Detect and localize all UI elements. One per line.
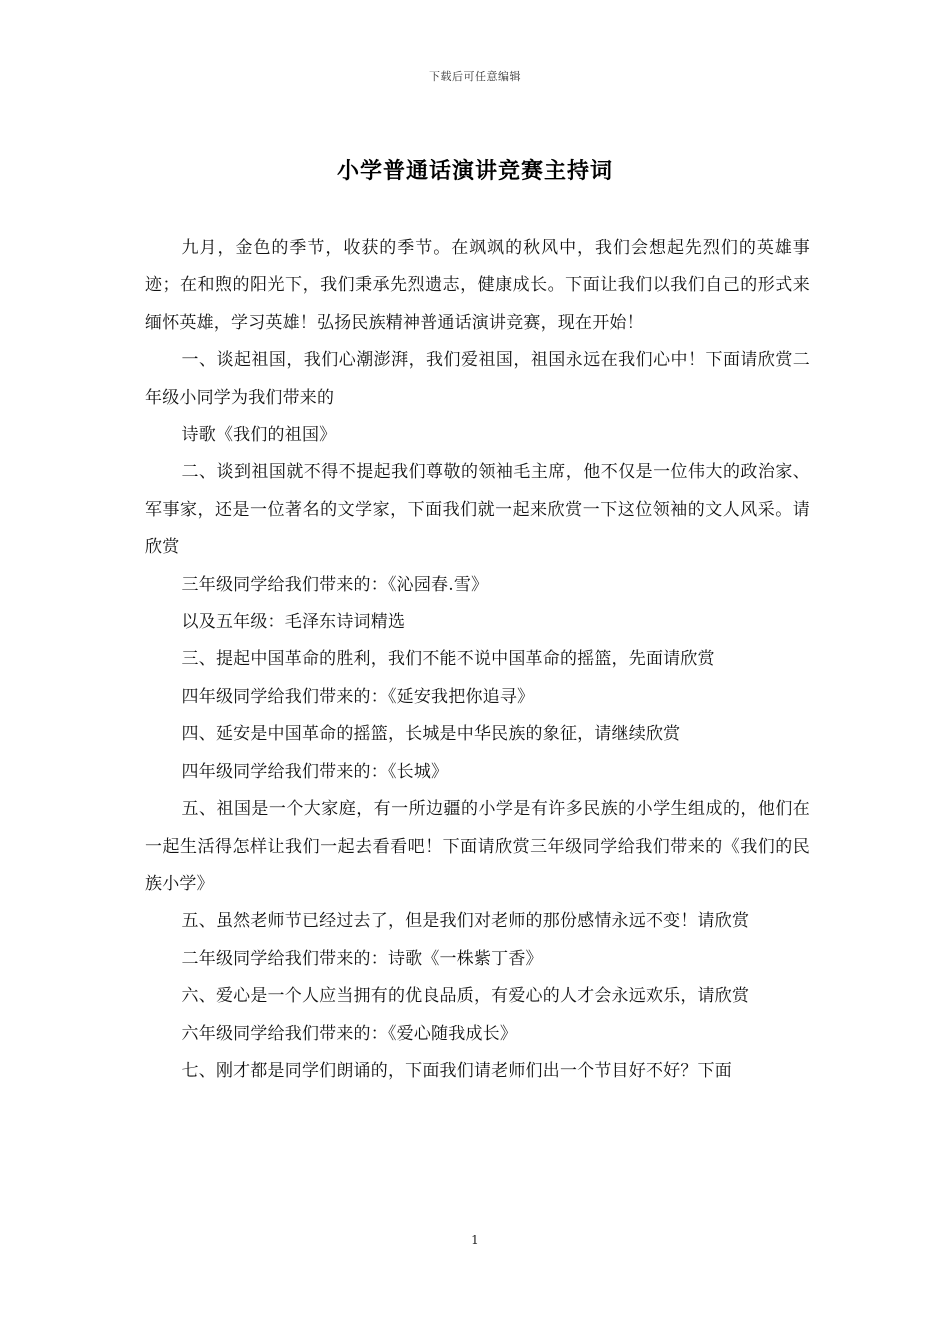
page-number: 1	[471, 1233, 479, 1247]
paragraph-program: 四年级同学给我们带来的：《延安我把你追寻》	[181, 686, 535, 707]
document-body	[145, 230, 810, 1090]
paragraph-program: 诗歌《我们的祖国》	[181, 425, 337, 446]
paragraph-program: 六年级同学给我们带来的：《爱心随我成长》	[181, 1023, 518, 1044]
paragraph-intro: 九月，金色的季节，收获的季节。在飒飒的秋风中，我们会想起先烈们的英雄事迹；在和煦的阳光下，我们秉承先烈遗志，健康成长。下面让我们以我们自己的形式来缅怀英雄，学习英雄！弘扬民族精神普通话演讲竞赛，现在开始！	[145, 238, 810, 333]
paragraph-section-5: 五、祖国是一个大家庭，有一所边疆的小学是有许多民族的小学生组成的，他们在一起生活得怎样让我们一起去看看吧！下面请欣赏三年级同学给我们带来的《我们的民族小学》	[145, 799, 810, 894]
paragraph-program: 四年级同学给我们带来的：《长城》	[181, 761, 449, 782]
paragraph-section-2: 二、谈到祖国就不得不提起我们尊敬的领袖毛主席，他不仅是一位伟大的政治家、军事家，还是一位著名的文学家，下面我们就一起来欣赏一下这位领袖的文人风采。请欣赏	[145, 462, 810, 558]
paragraph-program: 三年级同学给我们带来的：《沁园春.雪》	[181, 574, 489, 595]
paragraph-section-4: 四、延安是中国革命的摇篮，长城是中华民族的象征，请继续欣赏	[181, 724, 681, 745]
header-note: 下载后可任意编辑	[429, 70, 521, 83]
paragraph-section-1: 一、谈起祖国，我们心潮澎湃，我们爱祖国，祖国永远在我们心中！下面请欣赏二年级小同学为我们带来的	[145, 350, 810, 408]
paragraph-program: 二年级同学给我们带来的：诗歌《一株紫丁香》	[181, 948, 543, 969]
paragraph-section-7: 七、刚才都是同学们朗诵的，下面我们请老师们出一个节目好不好？下面	[181, 1060, 732, 1081]
paragraph-program: 以及五年级：毛泽东诗词精选	[181, 612, 406, 633]
paragraph-section-6: 六、爱心是一个人应当拥有的优良品质，有爱心的人才会永远欢乐，请欣赏	[181, 986, 750, 1007]
paragraph-section-3: 三、提起中国革命的胜利，我们不能不说中国革命的摇篮，先面请欣赏	[181, 649, 715, 670]
document-title: 小学普通话演讲竞赛主持词	[336, 158, 613, 184]
paragraph-section-5b: 五、虽然老师节已经过去了，但是我们对老师的那份感情永远不变！请欣赏	[181, 911, 750, 932]
